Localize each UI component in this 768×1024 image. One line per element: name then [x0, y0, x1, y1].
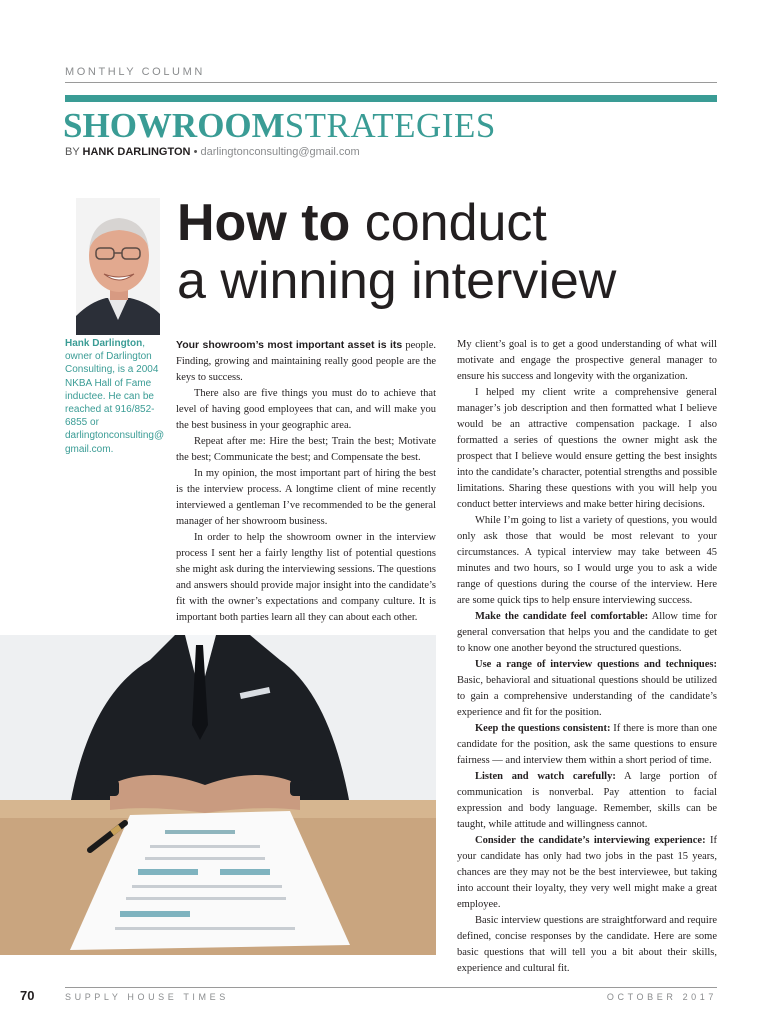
byline-bullet: •	[193, 146, 198, 158]
lead-rest: people. Finding, growing and maintaining really good people are the keys to success.	[176, 340, 436, 383]
headline-rest: conduct	[364, 194, 547, 252]
article-headline	[177, 194, 616, 310]
paragraph	[176, 337, 436, 386]
tip-label: Listen and watch carefully:	[475, 771, 616, 782]
headline-bold: How to	[177, 194, 351, 252]
tip-paragraph	[457, 769, 717, 833]
tip-text: Basic, behavioral and situational questions should be utilized to gain a comprehensive understanding of the candidate’s experience and fit for the position.	[457, 675, 717, 718]
tip-text: If your candidate has only had two jobs in the past 15 years, chances are they may not be the best interviewee, but taking into account their loyalty, they very well might make a great employee.	[457, 835, 717, 910]
author-photo	[76, 198, 160, 335]
interview-illustration	[0, 635, 436, 955]
footer-rule	[65, 987, 717, 988]
paragraph: In order to help the showroom owner in the interview process I sent her a fairly lengthy list of potential questions she might ask during the interviewing sessions. The questions and answers should provide major insight into the candidate’s fit with the owner’s expectations and company culture. It is important both parties learn all they can about each other.	[176, 532, 436, 623]
tip-label: Make the candidate feel comfortable:	[475, 611, 649, 622]
article-column-2	[457, 337, 717, 977]
article-column-1	[176, 337, 436, 626]
page-number: 70	[20, 988, 35, 1003]
paragraph: My client’s goal is to get a good understanding of what will motivate and engage the prospective general manager to ensure his success and longevity with the organization.	[457, 339, 717, 382]
column-title	[63, 104, 496, 148]
tip-paragraph	[457, 609, 717, 657]
author-bio	[65, 337, 165, 456]
tip-paragraph	[457, 657, 717, 721]
issue-date: OCTOBER 2017	[606, 992, 717, 1002]
column-title-bold: SHOWROOM	[63, 106, 285, 145]
bio-name: Hank Darlington	[65, 338, 143, 349]
publication-name: SUPPLY HOUSE TIMES	[65, 992, 229, 1002]
tip-paragraph	[457, 721, 717, 769]
lead-in: Your showroom’s most important asset is its	[176, 339, 403, 351]
byline	[65, 146, 360, 158]
header-rule	[65, 82, 717, 83]
tip-paragraph	[457, 833, 717, 913]
bio-text: owner of Darlington Consulting, is a 2004 NKBA Hall of Fame inductee. He can be reached at 916/852-6855 or darlingtonconsulting@ gmail.com.	[65, 351, 165, 455]
tip-label: Consider the candidate’s interviewing experience:	[475, 835, 706, 846]
paragraph: While I’m going to list a variety of questions, you would only ask those that would be most relevant to your circumstances. A typical interview may take between 45 minutes and two hours, so I would urge you to ask a wide range of questions during the course of the interview. Here are some quick tips to help ensure interviewing success.	[457, 515, 717, 606]
interview-photo	[0, 635, 436, 955]
bio-comma: ,	[142, 338, 146, 349]
section-kicker: MONTHLY COLUMN	[65, 66, 205, 78]
paragraph: I helped my client write a comprehensive general manager’s job description and then formatted what I believe would be an attractive compensation package. I also formatted a series of questions the owner might ask the prospect that I believe would ensure getting the best insights into the candidate’s character, potential strengths and possible limitations. Sharing these questions with you will help you conduct better interviews and make better hiring decisions.	[457, 387, 717, 510]
paragraph: There also are five things you must do to achieve that level of having good employees that can, and will make you the best business in your geographic area.	[176, 388, 436, 431]
author-portrait-illustration	[76, 198, 160, 335]
byline-by: BY	[65, 146, 80, 158]
headline-line-1	[177, 194, 616, 252]
column-title-light: STRATEGIES	[284, 106, 496, 145]
paragraph: In my opinion, the most important part of hiring the best is the interview process. A longtime client of mine recently interviewed a gentleman I’ve recommended to be the general manager of her showroom business.	[176, 468, 436, 527]
headline-line-2: a winning interview	[177, 252, 617, 310]
byline-email[interactable]: darlingtonconsulting@gmail.com	[200, 146, 360, 158]
paragraph: Basic interview questions are straightforward and require defined, concise responses by the candidate. Here are some basic questions that will tell you a bit about their skills, experience and cultural fit.	[457, 915, 717, 974]
header-accent-bar	[65, 95, 717, 102]
tip-label: Use a range of interview questions and techniques:	[475, 659, 717, 670]
tip-text: A large portion of communication is nonverbal. Pay attention to facial expression and body language. Remember, skills can be taught, while attitude and willingness cannot.	[457, 771, 717, 830]
tip-text: Allow time for general conversation that helps you and the candidate to get to know one another beyond the structured questions.	[457, 611, 717, 654]
tip-text: If there is more than one candidate for the position, ask the same questions to ensure fairness — and interview them within a short period of time.	[457, 723, 717, 766]
tip-label: Keep the questions consistent:	[475, 723, 611, 734]
paragraph: Repeat after me: Hire the best; Train the best; Motivate the best; Communicate the best; and Compensate the best.	[176, 436, 436, 463]
byline-author: HANK DARLINGTON	[82, 146, 191, 158]
